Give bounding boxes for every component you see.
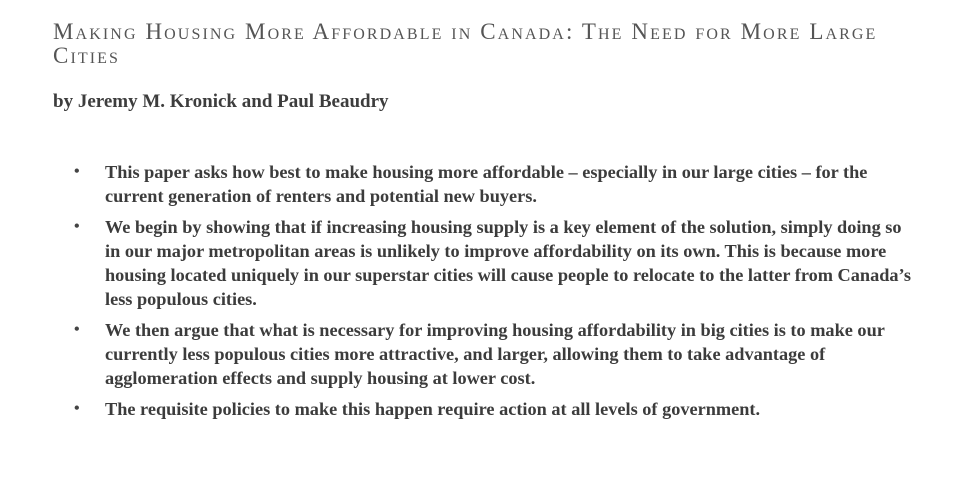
- bullet-text: We then argue that what is necessary for improving housing affordability in big cities is to make our currently less populous cities more attractive, and larger, allowing them to take advantage of agglomeration effects and supply housing at lower cost.: [105, 320, 885, 388]
- list-item: [72, 160, 912, 208]
- list-item: [72, 318, 912, 390]
- bullet-icon: •: [74, 218, 80, 235]
- author-byline: by Jeremy M. Kronick and Paul Beaudry: [53, 91, 389, 112]
- list-item: [72, 215, 912, 311]
- bullet-icon: •: [74, 163, 80, 180]
- bullet-icon: •: [74, 321, 80, 338]
- bullet-text: This paper asks how best to make housing more affordable – especially in our large cities – for the current generation of renters and potential new buyers.: [105, 162, 868, 206]
- bullet-text: The requisite policies to make this happen require action at all levels of government.: [105, 399, 761, 419]
- list-item: [72, 397, 912, 421]
- document-title: Making Housing More Affordable in Canada: The Need for More Large Cities: [53, 19, 878, 68]
- bullet-text: We begin by showing that if increasing housing supply is a key element of the solution, simply doing so in our major metropolitan areas is unlikely to improve affordability on its own. This is because more housing located uniquely in our superstar cities will cause people to relocate to the latter from Canada’s less populous cities.: [105, 217, 912, 309]
- bullet-icon: •: [74, 400, 80, 417]
- summary-bullet-list: [72, 160, 912, 428]
